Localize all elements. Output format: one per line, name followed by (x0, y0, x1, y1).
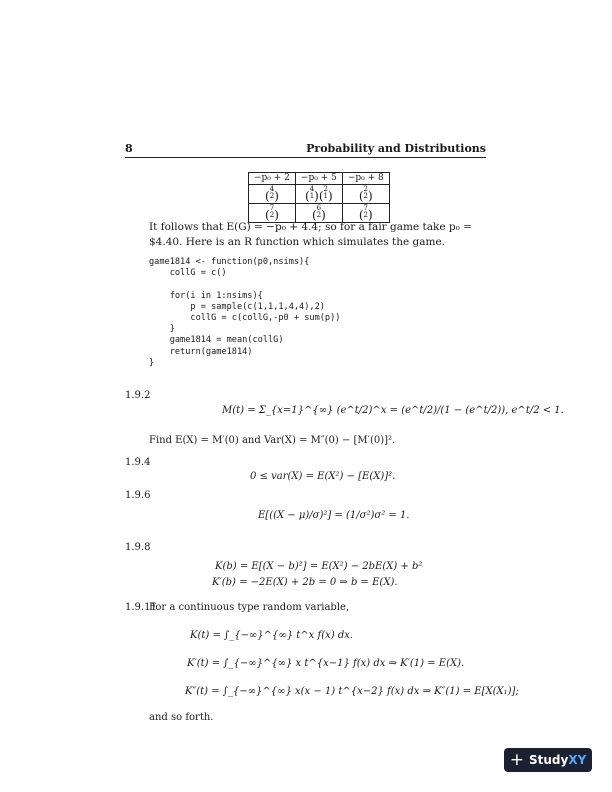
logo-prefix: Study (528, 753, 569, 767)
equation-k-double-prime-t: K″(t) = ∫_{−∞}^{∞} x(x − 1) t^{x−2} f(x) dx ⇒ K″(1) = E[X(X₁)]; (185, 686, 519, 697)
table-cell (295, 185, 342, 204)
running-title: Probability and Distributions (306, 142, 486, 155)
equation-k-prime-b: K′(b) = −2E(X) + 2b = 0 ⇒ b = E(X). (212, 577, 398, 588)
exercise-label-1-9-8: 1.9.8 (125, 542, 151, 553)
code-line: } (149, 324, 175, 335)
equation-standardized: E[((X − μ)/σ)²] = (1/σ²)σ² = 1. (258, 510, 410, 521)
table-cell (342, 185, 389, 204)
equation-mgf: M(t) = Σ_{x=1}^{∞} (e^t/2)^x = (e^t/2)/(1 − (e^t/2)), e^t/2 < 1. (222, 405, 564, 416)
code-line: for(i in 1:nsims){ (149, 290, 263, 301)
binomial: (2 2) (358, 185, 373, 204)
plus-icon: + (509, 749, 524, 770)
exercise-label-1-9-11: 1.9.11 (125, 602, 157, 613)
equation-k-t: K(t) = ∫_{−∞}^{∞} t^x f(x) dx. (190, 630, 354, 641)
table-header-cell: −p₀ + 5 (295, 173, 342, 185)
payoff-table (248, 172, 390, 223)
binomial: (7 2) (265, 204, 279, 223)
binomial: (4 2) (265, 185, 279, 204)
page-number: 8 (125, 142, 133, 155)
binomial: (6 2) (311, 204, 326, 223)
r-code-block (149, 257, 340, 369)
table-row (249, 185, 390, 204)
logo-suffix: XY (568, 753, 587, 767)
code-line: collG = c(collG,-p0 + sum(p)) (149, 313, 341, 324)
binomial: (7 2) (358, 204, 373, 223)
code-line: game1814 <- function(p0,nsims){ (149, 257, 310, 267)
exercise-label-1-9-4: 1.9.4 (125, 457, 151, 468)
studyxy-logo (504, 748, 592, 772)
code-line: collG = c() (149, 268, 227, 279)
equation-k-b: K(b) = E[(X − b)²] = E(X²) − 2bE(X) + b² (215, 561, 423, 572)
code-line: game1814 = mean(collG) (149, 335, 284, 346)
equation-k-prime-t: K′(t) = ∫_{−∞}^{∞} x t^{x−1} f(x) dx ⇒ K′(1) = E(X). (187, 658, 465, 669)
exercise-intro-1-9-11: For a continuous type random variable, (149, 602, 350, 613)
header-rule (125, 157, 486, 158)
table-header-cell: −p₀ + 8 (342, 173, 389, 185)
binomial: (4 1) (305, 185, 319, 204)
exercise-followup-1-9-2: Find E(X) = M′(0) and Var(X) = M″(0) − [M′(0)]². (149, 435, 396, 446)
table-header-cell: −p₀ + 2 (249, 173, 296, 185)
exercise-label-1-9-2: 1.9.2 (125, 390, 151, 401)
table-header-row (249, 173, 390, 185)
exercise-label-1-9-6: 1.9.6 (125, 490, 151, 501)
code-line: return(game1814) (149, 346, 253, 357)
code-line: } (149, 357, 155, 368)
closing-text: and so forth. (149, 712, 214, 723)
equation-variance: 0 ≤ var(X) = E(X²) − [E(X)]². (250, 471, 396, 482)
binomial: (2 1) (318, 185, 333, 204)
intro-paragraph: It follows that E(G) = −p₀ + 4.4; so for a fair game take p₀ = $4.40. Here is an R function which simulates the game. (149, 221, 472, 248)
code-line: p = sample(c(1,1,1,4,4),2) (149, 301, 325, 312)
table-cell (249, 185, 296, 204)
